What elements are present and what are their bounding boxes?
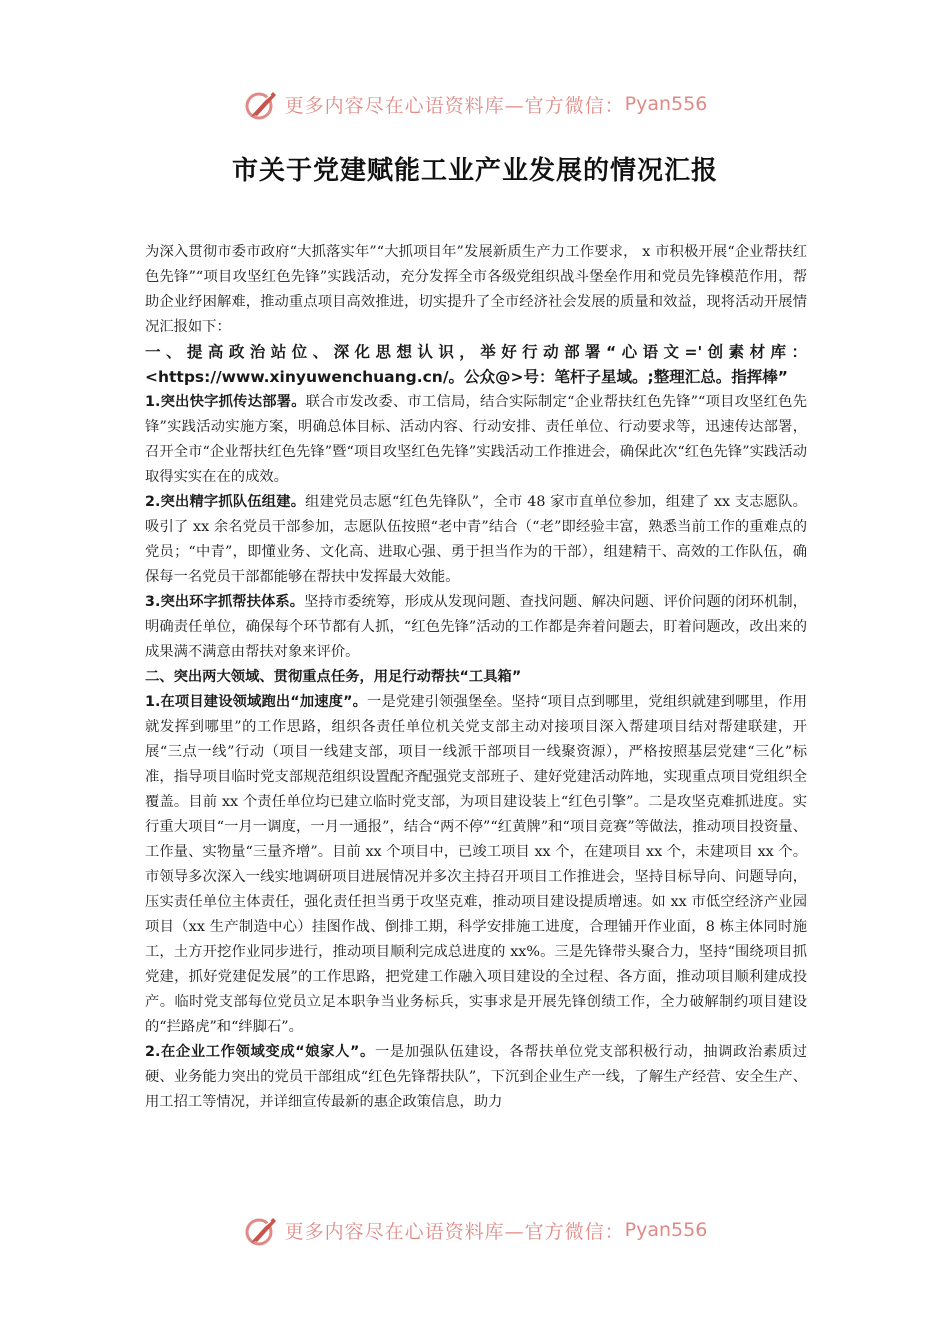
section1-item-1-text: 联合市发改委、市工信局，结合实际制定“企业帮扶红色先锋”“项目攻坚红色先锋”实践活动实施方案，明确总体目标、活动内容、行动安排、责任单位、行动要求等，迅速传达部署，召开全市“企业帮扶红色先锋”暨“项目攻坚红色先锋”实践活动工作推进会，确保此次“红色先锋”实践活动取得实实在在的成效。 xyxy=(145,394,807,485)
section2-item-1 xyxy=(145,690,807,1040)
section2-heading: 二、突出两大领域、贯彻重点任务，用足行动帮扶“工具箱” xyxy=(145,669,522,685)
section1-item-1 xyxy=(145,390,807,490)
intro-paragraph: 为深入贯彻市委市政府“大抓落实年”“大抓项目年”发展新质生产力工作要求， x 市积极开展“企业帮扶红色先锋”“项目攻坚红色先锋”实践活动，充分发挥全市各级党组织战斗堡垒作用和党员先锋模范作用，帮助企业纾困解难，推动重点项目高效推进，切实提升了全市经济社会发展的质量和效益，现将活动开展情况汇报如下： xyxy=(145,244,807,335)
watermark-banner-bottom xyxy=(0,1208,950,1252)
watermark-text-bottom: 更多内容尽在心语资料库—官方微信： xyxy=(284,1220,625,1243)
quill-logo-icon xyxy=(243,86,279,122)
quill-logo-icon xyxy=(243,1212,279,1248)
section1-item-3 xyxy=(145,590,807,665)
watermark-banner-top xyxy=(0,82,950,126)
section1-item-2 xyxy=(145,490,807,590)
section1-item-3-lead: 3.突出环字抓帮扶体系。 xyxy=(145,594,305,610)
section2-item-1-lead: 1.在项目建设领域跑出“加速度”。 xyxy=(145,694,368,710)
section2-item-2-text: 一是加强队伍建设，各帮扶单位党支部积极行动，抽调政治素质过硬、业务能力突出的党员干部组成“红色先锋帮扶队”，下沉到企业生产一线，了解生产经营、安全生产、用工招工等情况，并详细宣传最新的惠企政策信息，助力 xyxy=(145,1044,808,1110)
section1-heading: 一、提高政治站位、深化思想认识，举好行动部署“心语文='创素材库：<https://www.xinyuwenchuang.cn/。公众@>号：笔杆子星域。;整理汇总。指挥棒” xyxy=(145,343,807,386)
section1-item-2-text: 组建党员志愿“红色先锋队”，全市 48 家市直单位参加，组建了 xx 支志愿队。吸引了 xx 余名党员干部参加，志愿队伍按照“老中青”结合（“老”即经验丰富，熟悉当前工作的重难点的党员；“中青”，即懂业务、文化高、进取心强、勇于担当作为的干部），组建精干、高效的工作队伍，确保每一名党员干部都能够在帮扶中发挥最大效能。 xyxy=(145,494,807,585)
section1-item-2-lead: 2.突出精字抓队伍组建。 xyxy=(145,494,306,510)
document-body xyxy=(145,240,807,1115)
section1-item-3-text: 坚持市委统筹，形成从发现问题、查找问题、解决问题、评价问题的闭环机制，明确责任单位，确保每个环节都有人抓，“红色先锋”活动的工作都是奔着问题去，盯着问题改，改出来的成果满不满意由帮扶对象来评价。 xyxy=(145,594,807,660)
watermark-wechat-id-bottom: Pyan556 xyxy=(624,1219,708,1241)
watermark-wechat-id: Pyan556 xyxy=(624,93,708,115)
watermark-text: 更多内容尽在心语资料库—官方微信： xyxy=(284,94,625,117)
section2-item-2 xyxy=(145,1040,807,1115)
section1-item-1-lead: 1.突出快字抓传达部署。 xyxy=(145,394,306,410)
document-title: 市关于党建赋能工业产业发展的情况汇报 xyxy=(231,156,718,186)
section2-item-2-lead: 2.在企业工作领域变成“娘家人”。 xyxy=(145,1044,375,1060)
section2-item-1-text: 一是党建引领强堡垒。坚持“项目点到哪里，党组织就建到哪里，作用就发挥到哪里”的工作思路，组织各责任单位机关党支部主动对接项目深入帮建项目结对帮建联建，开展“三点一线”行动（项目一线建支部，项目一线派干部项目一线聚资源），严格按照基层党建“三化”标准，指导项目临时党支部规范组织设置配齐配强党支部班子、建好党建活动阵地，实现重点项目党组织全覆盖。目前 xx 个责任单位均已建立临时党支部，为项目建设装上“红色引擎”。二是攻坚克难抓进度。实行重大项目“一月一调度，一月一通报”，结合“两不停”“红黄牌”和“项目竞赛”等做法，推动项目投资量、工作量、实物量“三量齐增”。目前 xx 个项目中，已竣工项目 xx 个，在建项目 xx 个，未建项目 xx 个。市领导多次深入一线实地调研项目进展情况并多次主持召开项目工作推进会，坚持目标导向、问题导向，压实责任单位主体责任，强化责任担当勇于攻坚克难，推动项目建设提质增速。如 xx 市低空经济产业园项目（xx 生产制造中心）挂图作战、倒排工期，科学安排施工进度，合理铺开作业面，8 栋主体同时施工，土方开挖作业同步进行，推动项目顺利完成总进度的 xx%。三是先锋带头聚合力，坚持“围绕项目抓党建，抓好党建促发展”的工作思路，把党建工作融入项目建设的全过程、各方面，推动项目顺利建成投产。临时党支部每位党员立足本职争当业务标兵，实事求是开展先锋创绩工作，全力破解制约项目建设的“拦路虎”和“绊脚石”。 xyxy=(145,694,807,1035)
